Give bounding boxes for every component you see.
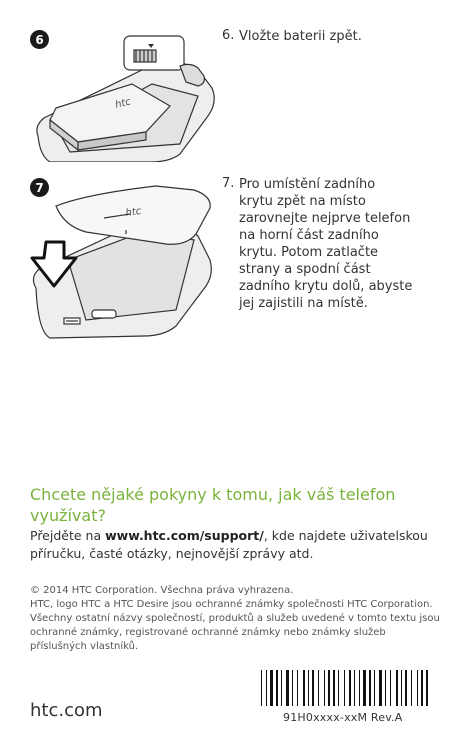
step-7-line: krytu zpět na místo [239, 194, 366, 209]
step-7-number: 7. [222, 176, 235, 191]
step-6-number: 6. [222, 28, 235, 43]
step-7-line: krytu. Potom zatlačte [239, 245, 379, 260]
step-7-line: zadního krytu dolů, abyste [239, 279, 413, 294]
brand-website: htc.com [30, 700, 103, 721]
copyright-line: © 2014 HTC Corporation. Všechna práva vyhrazena. [30, 585, 294, 596]
step-7-line: jej zajistili na místě. [239, 296, 368, 311]
copyright-block [30, 584, 440, 654]
step-7-line: zarovnejte nejprve telefon [239, 211, 411, 226]
trademark-notice: HTC, logo HTC a HTC Desire jsou ochranné známky společnosti HTC Corporation. Všechny ostatní názvy společností, produktů a služeb uvedené v tomto textu jsou ochranné známky, registrované ochranné známky nebo známky služeb příslušných vlastníků. [30, 599, 440, 652]
barcode-image [261, 670, 431, 706]
part-number: 91H0xxxx-xxM Rev.A [283, 711, 403, 724]
help-heading: Chcete nějaké pokyny k tomu, jak váš telefon využívat? [30, 485, 396, 525]
attach-cover-illustration [26, 182, 218, 340]
step-7-text [239, 176, 439, 312]
step-6-badge: 6 [30, 30, 49, 49]
step-7-line: Pro umístění zadního [239, 177, 376, 192]
step-7-badge: 7 [30, 178, 49, 197]
cover-logo-text: htc [124, 205, 143, 219]
help-body-suffix: , kde najdete uživatelskou příručku, časté otázky, nejnovější zprávy atd. [30, 528, 428, 561]
insert-battery-illustration [30, 26, 218, 162]
help-body-prefix: Přejděte na [30, 528, 106, 543]
step-6-text: Vložte baterii zpět. [239, 29, 362, 44]
help-body [30, 527, 440, 563]
battery-logo-text: htc [114, 96, 133, 111]
step-7-line: strany a spodní část [239, 262, 371, 277]
step-7-line: na horní část zadního [239, 228, 379, 243]
support-link[interactable]: www.htc.com/support/ [105, 528, 264, 543]
